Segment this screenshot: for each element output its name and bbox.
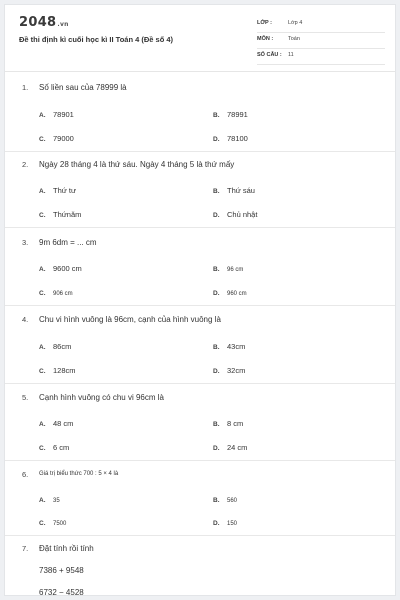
question-divider bbox=[5, 460, 396, 461]
question-text: 9m 6dm = ... cm bbox=[39, 238, 97, 247]
option-a[interactable]: A. 35 bbox=[39, 497, 60, 504]
calculation-line: 7386 + 9548 bbox=[39, 566, 84, 575]
question-text: Số liền sau của 78999 là bbox=[39, 83, 127, 92]
question-number: 2. bbox=[22, 160, 29, 169]
meta-value: Toán bbox=[288, 36, 300, 42]
option-d[interactable]: D. 150 bbox=[213, 520, 238, 527]
option-a[interactable]: A. 48 cm bbox=[39, 419, 74, 428]
question-text: Chu vi hình vuông là 96cm, cạnh của hình vuông là bbox=[39, 315, 221, 324]
question-text: Cạnh hình vuông có chu vi 96cm là bbox=[39, 393, 164, 402]
option-a[interactable]: A. 9600 cm bbox=[39, 264, 82, 273]
option-b[interactable]: B. 560 bbox=[213, 497, 238, 504]
meta-question-count bbox=[257, 49, 385, 65]
option-c[interactable]: C. 906 cm bbox=[39, 290, 73, 297]
option-b[interactable]: B. 78991 bbox=[213, 110, 248, 119]
option-d[interactable]: D. 960 cm bbox=[213, 290, 247, 297]
question-divider bbox=[5, 227, 396, 228]
question-number: 6. bbox=[22, 470, 29, 479]
question-number: 3. bbox=[22, 238, 29, 247]
option-c[interactable]: C. 128cm bbox=[39, 366, 76, 375]
option-c[interactable]: C. Thứnăm bbox=[39, 210, 82, 219]
question-divider bbox=[5, 151, 396, 152]
option-c[interactable]: C. 6 cm bbox=[39, 443, 70, 452]
option-a[interactable]: A. 78901 bbox=[39, 110, 74, 119]
question-number: 7. bbox=[22, 544, 29, 553]
question-divider bbox=[5, 383, 396, 384]
exam-header bbox=[5, 5, 396, 71]
option-d[interactable]: D. 24 cm bbox=[213, 443, 248, 452]
meta-class bbox=[257, 17, 385, 33]
question-divider bbox=[5, 535, 396, 536]
meta-value: Lớp 4 bbox=[288, 20, 303, 26]
question-number: 1. bbox=[22, 83, 29, 92]
option-a[interactable]: A. 86cm bbox=[39, 342, 72, 351]
option-d[interactable]: D. 78100 bbox=[213, 134, 248, 143]
option-b[interactable]: B. 8 cm bbox=[213, 419, 244, 428]
meta-subject bbox=[257, 33, 385, 49]
option-b[interactable]: B. Thứ sáu bbox=[213, 186, 255, 195]
question-text: Ngày 28 tháng 4 là thứ sáu. Ngày 4 tháng 5 là thứ mấy bbox=[39, 160, 235, 169]
question-text: Giá trị biểu thức 700 : 5 × 4 là bbox=[39, 471, 119, 477]
option-b[interactable]: B. 43cm bbox=[213, 342, 246, 351]
option-d[interactable]: D. Chủ nhật bbox=[213, 210, 258, 219]
option-c[interactable]: C. 7500 bbox=[39, 520, 67, 527]
exam-title: Đề thi định kì cuối học kì II Toán 4 (Đề số 4) bbox=[19, 35, 174, 44]
meta-label: SỐ CÂU : bbox=[257, 52, 282, 58]
logo-suffix: .vn bbox=[57, 21, 69, 28]
question-text: Đặt tính rồi tính bbox=[39, 544, 94, 553]
question-divider bbox=[5, 305, 396, 306]
option-c[interactable]: C. 79000 bbox=[39, 134, 74, 143]
site-logo[interactable] bbox=[19, 15, 69, 30]
question-number: 4. bbox=[22, 315, 29, 324]
meta-label: LỚP : bbox=[257, 20, 272, 26]
logo-text: 2048 bbox=[19, 15, 57, 30]
calculation-line: 6732 − 4528 bbox=[39, 588, 84, 596]
meta-value: 11 bbox=[288, 52, 294, 58]
option-d[interactable]: D. 32cm bbox=[213, 366, 246, 375]
meta-label: MÔN : bbox=[257, 36, 274, 42]
question-number: 5. bbox=[22, 393, 29, 402]
header-divider bbox=[5, 71, 396, 72]
option-b[interactable]: B. 96 cm bbox=[213, 266, 244, 273]
exam-sheet bbox=[4, 4, 396, 596]
option-a[interactable]: A. Thứ tư bbox=[39, 186, 76, 195]
